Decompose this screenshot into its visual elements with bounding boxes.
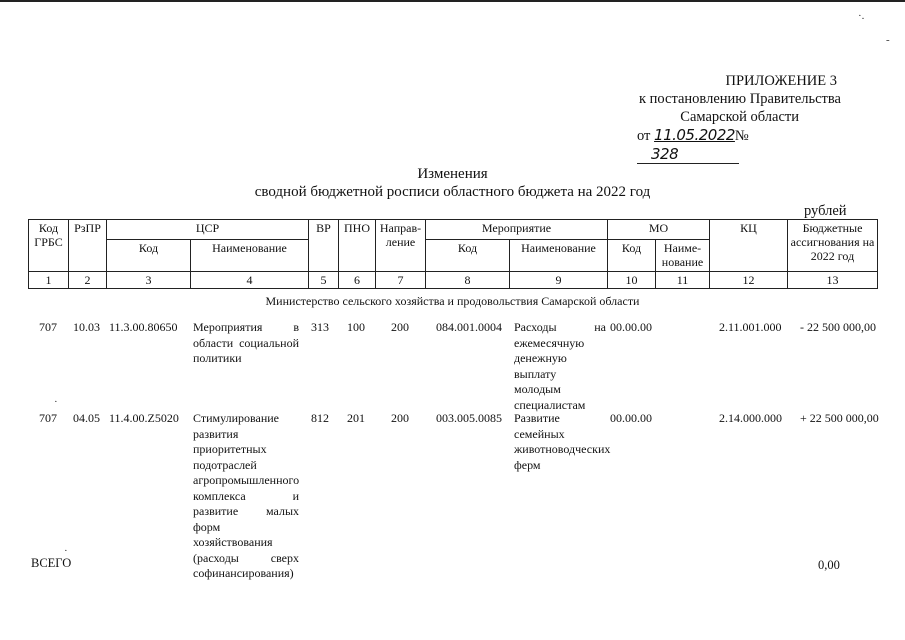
header-rzpr: РзПР: [69, 220, 107, 272]
header-pno: ПНО: [339, 220, 376, 272]
scan-mark: ·: [64, 545, 68, 557]
header-vr: ВР: [309, 220, 339, 272]
row-rzpr: 04.05: [73, 411, 100, 425]
appendix-block: [541, 72, 841, 164]
row-kc: 2.11.001.000: [719, 320, 782, 334]
number-label: №: [734, 128, 749, 144]
decree-line-1: к постановлению Правительства: [639, 91, 841, 107]
col-number: 13: [788, 272, 878, 289]
row-kc: 2.14.000.000: [719, 411, 782, 425]
col-number: 8: [426, 272, 510, 289]
scan-mark: ·: [54, 396, 58, 408]
row-pno: 201: [347, 411, 365, 425]
header-kc: КЦ: [710, 220, 788, 272]
currency-units: рублей: [804, 203, 847, 219]
col-number: 11: [656, 272, 710, 289]
header-mo-code: Код: [608, 240, 656, 272]
budget-table-header: [28, 219, 878, 289]
header-csr-name: Наименование: [191, 240, 309, 272]
number-handwritten: 328: [637, 145, 739, 164]
scan-mark: ·.: [858, 10, 865, 22]
row-csr-name: Стимулирование развития приоритетных подотраслей агропромышленного комплекса и развитие малых форм хозяйствования (расходы сверх софинансирования): [193, 411, 300, 580]
document-subtitle: сводной бюджетной росписи областного бюджета на 2022 год: [254, 184, 651, 200]
header-event-name: Наименование: [510, 240, 608, 272]
header-budget: Бюджетные ассигнования на 2022 год: [788, 220, 878, 272]
header-grbs: Код ГРБС: [29, 220, 69, 272]
col-number: 6: [339, 272, 376, 289]
row-event-code: 003.005.0085: [436, 411, 502, 425]
row-grbs: 707: [39, 320, 57, 334]
total-label: ВСЕГО: [31, 556, 72, 570]
row-event-name: Расходы на ежемесячную денежную выплату молодым специалистам: [514, 320, 606, 412]
row-vr: 313: [311, 320, 329, 334]
date-prefix: от: [637, 128, 651, 144]
total-value: 0,00: [818, 558, 840, 572]
col-number: 1: [29, 272, 69, 289]
header-csr: ЦСР: [107, 220, 309, 240]
col-number: 12: [710, 272, 788, 289]
col-number: 10: [608, 272, 656, 289]
col-number: 5: [309, 272, 339, 289]
col-number: 3: [107, 272, 191, 289]
row-direction: 200: [391, 411, 409, 425]
appendix-title: ПРИЛОЖЕНИЕ 3: [725, 73, 837, 89]
row-mo-code: 00.00.00: [610, 320, 652, 334]
row-csr-name: Мероприятия в области социальной политики: [193, 320, 299, 365]
header-mo: МО: [608, 220, 710, 240]
section-title: Министерство сельского хозяйства и продовольствия Самарской области: [265, 294, 640, 308]
row-rzpr: 10.03: [73, 320, 100, 334]
row-mo-code: 00.00.00: [610, 411, 652, 425]
row-event-name: Развитие семейных животноводческих ферм: [514, 411, 611, 472]
header-mo-name: Наиме-нование: [656, 240, 710, 272]
row-vr: 812: [311, 411, 329, 425]
row-direction: 200: [391, 320, 409, 334]
col-number: 4: [191, 272, 309, 289]
decree-date-line: [541, 126, 841, 164]
scan-top-border: [0, 0, 905, 2]
header-direction: Направ-ление: [376, 220, 426, 272]
decree-line-2: Самарской области: [680, 109, 799, 125]
row-csr-code: 11.3.00.80650: [109, 320, 178, 334]
document-title: Изменения: [417, 166, 488, 182]
header-event: Мероприятие: [426, 220, 608, 240]
col-number: 2: [69, 272, 107, 289]
row-event-code: 084.001.0004: [436, 320, 502, 334]
date-handwritten: 11.05.2022: [654, 126, 735, 144]
row-csr-code: 11.4.00.Z5020: [109, 411, 179, 425]
row-pno: 100: [347, 320, 365, 334]
row-grbs: 707: [39, 411, 57, 425]
scan-mark: -: [886, 34, 890, 46]
header-event-code: Код: [426, 240, 510, 272]
col-number: 7: [376, 272, 426, 289]
row-amount: - 22 500 000,00: [800, 320, 876, 334]
row-amount: + 22 500 000,00: [800, 411, 879, 425]
col-number: 9: [510, 272, 608, 289]
header-csr-code: Код: [107, 240, 191, 272]
